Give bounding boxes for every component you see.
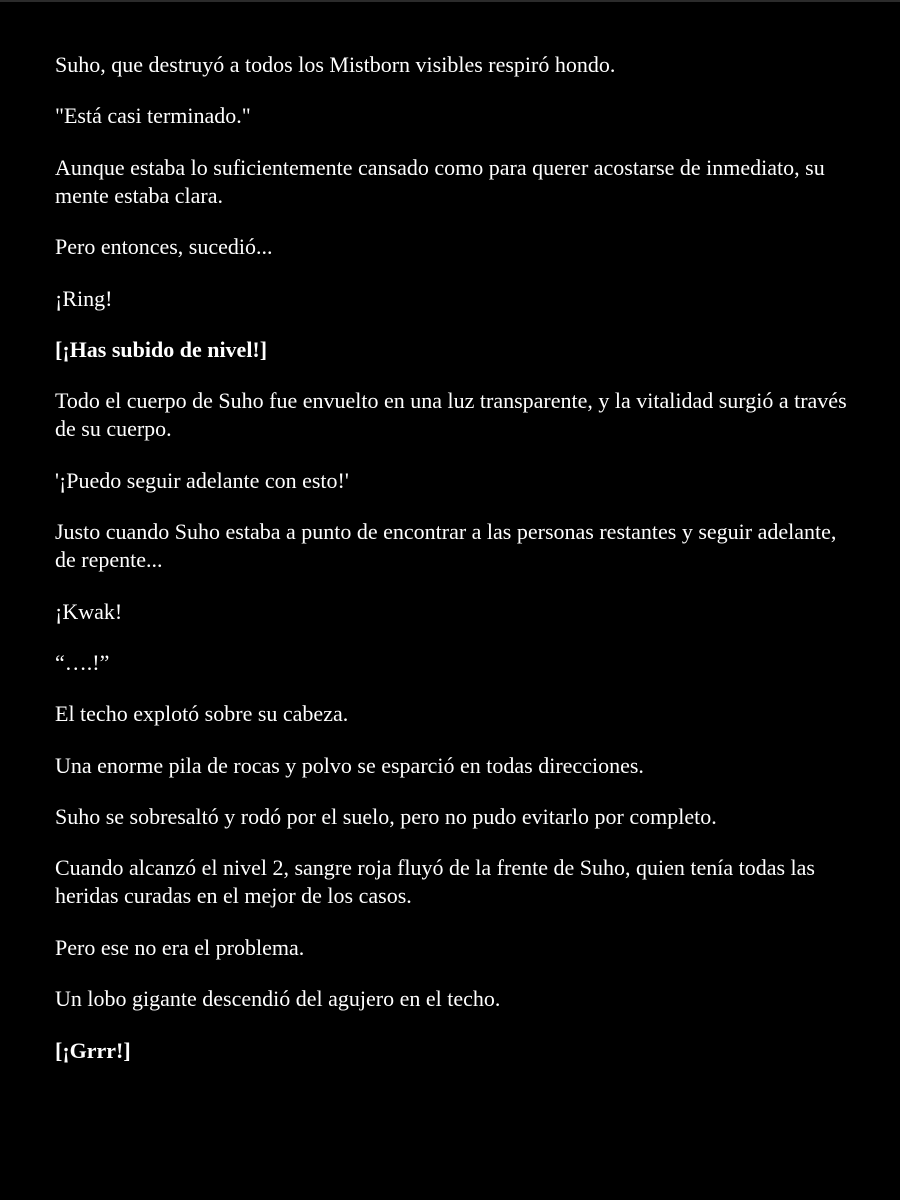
paragraph-narration: Suho se sobresaltó y rodó por el suelo, pero no pudo evitarlo por completo. [55,804,717,830]
paragraph-narration: Cuando alcanzó el nivel 2, sangre roja fluyó de la frente de Suho, quien tenía todas las heridas curadas en el mejor de los casos. [55,855,815,909]
paragraph-system-message: [¡Grrr!] [55,1037,131,1063]
paragraph-sound-effect: ¡Ring! [55,285,113,311]
paragraph-narration: Una enorme pila de rocas y polvo se esparció en todas direcciones. [55,752,644,778]
paragraph-narration: Justo cuando Suho estaba a punto de encontrar a las personas restantes y seguir adelante, de repente... [55,519,837,573]
reading-page [55,51,855,1088]
paragraph-dialogue: “….!” [55,649,110,675]
paragraph-narration: Pero ese no era el problema. [55,934,305,960]
paragraph-narration: Suho, que destruyó a todos los Mistborn visibles respiró hondo. [55,52,616,77]
paragraph-narration: Todo el cuerpo de Suho fue envuelto en una luz transparente, y la vitalidad surgió a través de su cuerpo. [55,388,847,442]
paragraph-narration: Aunque estaba lo suficientemente cansado como para querer acostarse de inmediato, su mente estaba clara. [55,154,825,208]
paragraph-sound-effect: ¡Kwak! [55,598,123,624]
paragraph-narration: Pero entonces, sucedió... [55,234,273,260]
paragraph-narration: Un lobo gigante descendió del agujero en el techo. [55,986,501,1012]
paragraph-dialogue: "Está casi terminado." [55,103,251,129]
paragraph-system-message: [¡Has subido de nivel!] [55,336,268,362]
paragraph-thought: '¡Puedo seguir adelante con esto!' [55,467,349,493]
paragraph-narration: El techo explotó sobre su cabeza. [55,701,349,727]
